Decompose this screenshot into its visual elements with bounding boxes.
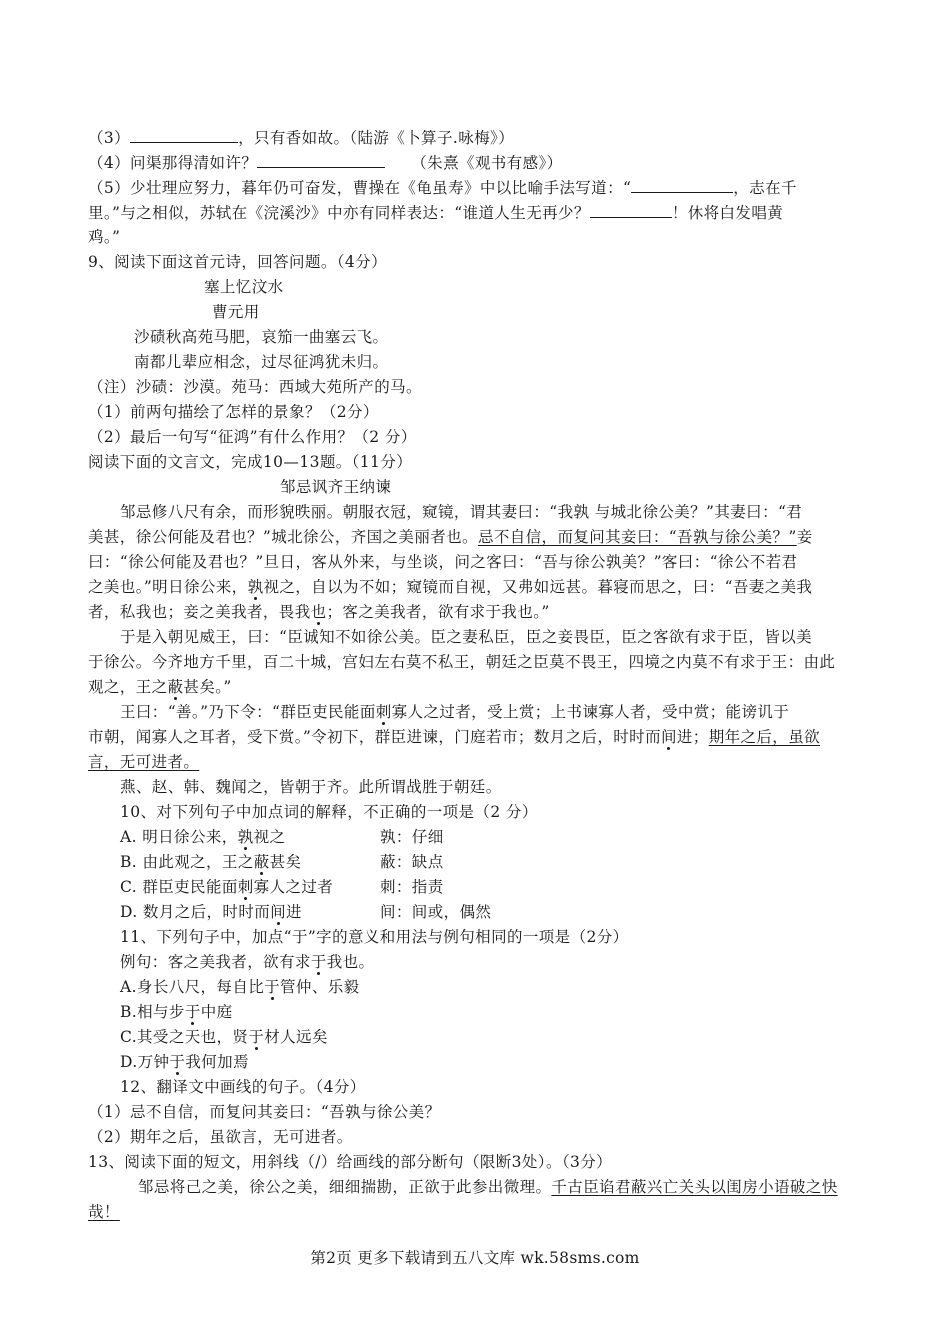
para2-line3-a: 观之，王之 (88, 678, 168, 696)
q8-4-source: （朱熹《观书有感》） (411, 154, 563, 172)
q10-a-post: 视之 (253, 828, 286, 846)
poem-line-1: 沙碛秋高苑马肥，哀笳一曲塞云飞。 (134, 328, 389, 346)
q8-3-line (88, 127, 514, 148)
dotted-char-ci: 刺 (375, 703, 392, 721)
q11-option-c (120, 1027, 328, 1047)
q8-5-text2a: 里。”与之相似，苏轼在《浣溪沙》中亦有同样表达：“谁道人生无再少？ (88, 204, 590, 222)
para2-line1: 于是入朝见威王，曰：“臣诚知不如徐公美。臣之妻私臣，臣之妾畏臣，臣之客欲有求于臣，皆以美 (120, 628, 813, 646)
para3-line1-b: 寡人之过者，受上赏；上书谏寡人者，受中赏；能谤讥于 (391, 703, 790, 721)
poem-note: （注）沙碛：沙漠。苑马：西域大苑所产的马。 (88, 378, 422, 396)
q12-title: 12、翻译文中画线的句子。（4分） (120, 1078, 366, 1096)
para3-line3 (88, 752, 199, 772)
q10-c-post: 寡人之过者 (253, 878, 334, 896)
q11-title: 11、下列句子中，加点“于”字的意义和用法与例句相同的一项是（2分） (120, 928, 629, 946)
q10-option-d (120, 902, 491, 922)
q8-5-line2 (88, 202, 783, 223)
poem-title: 塞上忆汶水 (204, 278, 284, 296)
q10-option-b (120, 852, 444, 872)
q13-line1 (138, 1177, 838, 1197)
q11-example-post: 我也。 (326, 953, 375, 971)
para1-line4-a: 之美也。”明日徐公来， (88, 578, 248, 596)
dotted-char-bi: 蔽 (167, 678, 184, 696)
para3-line2 (88, 727, 820, 747)
q8-3-num: （3） (88, 129, 131, 147)
q8-5-blank2[interactable] (590, 202, 672, 218)
poem-line-2: 南都儿辈应相念，过尽征鸿犹未归。 (134, 353, 389, 371)
q10-c-def: 刺：指责 (380, 878, 444, 896)
q11-d-pre: D.万钟 (120, 1053, 170, 1071)
para3-line1-a: 王曰：“善。”乃下令：“群臣吏民能面 (120, 703, 376, 721)
q11-a-dot: 于 (264, 978, 281, 996)
q9-sub1: （1）前两句描绘了怎样的景象？（2分） (88, 403, 379, 421)
q8-4-text: （4）问渠那得清如许？ (88, 154, 258, 172)
q11-c-dot: 于 (248, 1028, 265, 1046)
q10-d-def: 间：间或，偶然 (380, 903, 492, 921)
para3-line1 (120, 702, 789, 722)
q10-b-def: 蔽：缺点 (380, 853, 444, 871)
q8-4-blank[interactable] (257, 152, 385, 168)
q10-a-pre: A. 明日徐公来， (120, 828, 238, 846)
q8-5-text2b: ！休将白发唱黄 (671, 204, 784, 222)
q10-title: 10、对下列句子中加点词的解释，不正确的一项是（2 分） (120, 803, 538, 821)
q11-example (120, 952, 374, 972)
dotted-char-ye: 也 (310, 603, 327, 621)
dotted-char-jian: 间 (660, 728, 677, 746)
para1-line3: 曰：“徐公何能及君也？”旦日，客从外来，与坐谈，问之客曰：“吾与徐公孰美？”客曰：“徐公不若君 (88, 553, 798, 571)
q10-a-dot: 孰 (237, 828, 254, 846)
q8-3-text: 只有香如故。（陆游《卜算子.咏梅》） (253, 129, 515, 147)
q11-a-post: 管仲、乐毅 (280, 978, 360, 996)
q11-c-pre: C.其受之天也，贤 (120, 1028, 249, 1046)
q10-b-pre: B. 由此观之，王之 (120, 853, 254, 871)
q12-sentence-1: （1）忌不自信，而复问其妾曰：“吾孰与徐公美？ (88, 1103, 441, 1121)
poem-author: 曹元用 (212, 303, 260, 321)
q11-a-pre: A.身长八尺，每自比 (120, 978, 265, 996)
para1-line4-b: 视之，自以为不如；窥镜而自视，又弗如远甚。暮寝而思之，曰：“吾妻之美我 (263, 578, 813, 596)
q8-3-punct: ， (238, 129, 254, 147)
para1-line5-b: ；客之美我者，欲有求于我也。” (326, 603, 550, 621)
q13-title: 13、阅读下面的短文，用斜线（/）给画线的部分断句（限断3处）。（3分） (88, 1153, 613, 1171)
q8-5-text1b: ，志在千 (733, 179, 797, 197)
para1-line5 (88, 602, 550, 622)
q11-d-post: 我何加焉 (185, 1053, 249, 1071)
q10-d-dot: 间 (270, 903, 287, 921)
dotted-char-shu: 孰 (247, 578, 264, 596)
q10-d-post: 进 (286, 903, 302, 921)
underlined-sentence-2a: 期年之后，虽欲 (708, 728, 821, 746)
underlined-sentence-1: 忌不自信，而复问其妾曰：“吾孰与徐公美？” (477, 528, 797, 546)
q10-option-a (120, 827, 444, 847)
q10-d-pre: D. 数月之后，时时而 (120, 903, 271, 921)
q11-c-post: 材人远矣 (264, 1028, 328, 1046)
classical-intro: 阅读下面的文言文，完成10—13题。（11分） (88, 453, 413, 471)
q11-example-pre: 例句：客之美我者，欲有求 (120, 953, 311, 971)
q10-c-dot: 刺 (237, 878, 254, 896)
para2-line3 (88, 677, 232, 697)
q13-line2 (88, 1202, 120, 1222)
q11-d-dot: 于 (169, 1053, 186, 1071)
q10-a-def: 孰：仔细 (380, 828, 444, 846)
q8-5-text1a: （5）少壮理应努力，暮年仍可奋发，曹操在《龟虽寿》中以比喻手法写道：“ (88, 179, 632, 197)
q11-option-a (120, 977, 360, 997)
para2-line3-b: 甚矣。” (183, 678, 232, 696)
para1-line2 (88, 527, 813, 547)
q13-line1-a: 邹忌将己之美，徐公之美，细细揣勘，正欲于此参出微理。 (138, 1178, 552, 1196)
q11-option-b (120, 1002, 233, 1022)
q8-5-blank1[interactable] (631, 177, 733, 193)
para1-line4 (88, 577, 812, 597)
q11-option-d (120, 1052, 249, 1072)
page-footer: 第2页 更多下载请到五八文库 wk.58sms.com (310, 1249, 640, 1267)
underlined-sentence-2b: 言，无可进者。 (88, 753, 200, 771)
classical-title: 邹忌讽齐王纳谏 (280, 478, 392, 496)
q10-option-c (120, 877, 444, 897)
para1-line1: 邹忌修八尺有余，而形貌昳丽。朝服衣冠，窥镜，谓其妻曰：“我孰 与城北徐公美？”其妻曰：“君 (120, 503, 803, 521)
q10-b-post: 甚矣 (269, 853, 302, 871)
q11-b-dot: 于 (184, 1003, 201, 1021)
q11-example-dot: 于 (310, 953, 327, 971)
q9-title: 9、阅读下面这首元诗，回答问题。（4分） (88, 253, 387, 271)
para1-line5-a: 者，私我也；妾之美我者，畏我 (88, 603, 311, 621)
q8-4-line (88, 152, 563, 173)
q13-underlined-a: 千古臣谄君蔽兴亡关头以闺房小语破之快 (551, 1178, 838, 1196)
para1-line2-a: 美甚，徐公何能及君也？”城北徐公，齐国之美丽者也。 (88, 528, 478, 546)
q10-b-dot: 蔽 (253, 853, 270, 871)
q11-b-post: 中庭 (200, 1003, 233, 1021)
q13-underlined-b: 哉！ (88, 1203, 120, 1221)
q12-sentence-2: （2）期年之后，虽欲言，无可进者。 (88, 1128, 353, 1146)
q11-b-pre: B.相与步 (120, 1003, 185, 1021)
q8-5-line3: 鸡。” (88, 228, 121, 246)
para2-line2: 于徐公。今齐地方千里，百二十城，宫妇左右莫不私王，朝廷之臣莫不畏王，四境之内莫不有求于王：由此 (88, 653, 836, 671)
para1-line2-b: 妾 (796, 528, 813, 546)
q8-3-blank[interactable] (130, 127, 238, 143)
para4: 燕、赵、韩、魏闻之，皆朝于齐。此所谓战胜于朝廷。 (120, 778, 502, 796)
q10-c-pre: C. 群臣吏民能面 (120, 878, 238, 896)
para3-line2-a: 市朝，闻寡人之耳者，受下赏。”令初下，群臣进谏，门庭若市；数月之后，时时而 (88, 728, 661, 746)
q8-5-line1 (88, 177, 797, 198)
para3-line2-b: 进； (676, 728, 709, 746)
q9-sub2: （2）最后一句写“征鸿”有什么作用？（2 分） (88, 428, 417, 446)
